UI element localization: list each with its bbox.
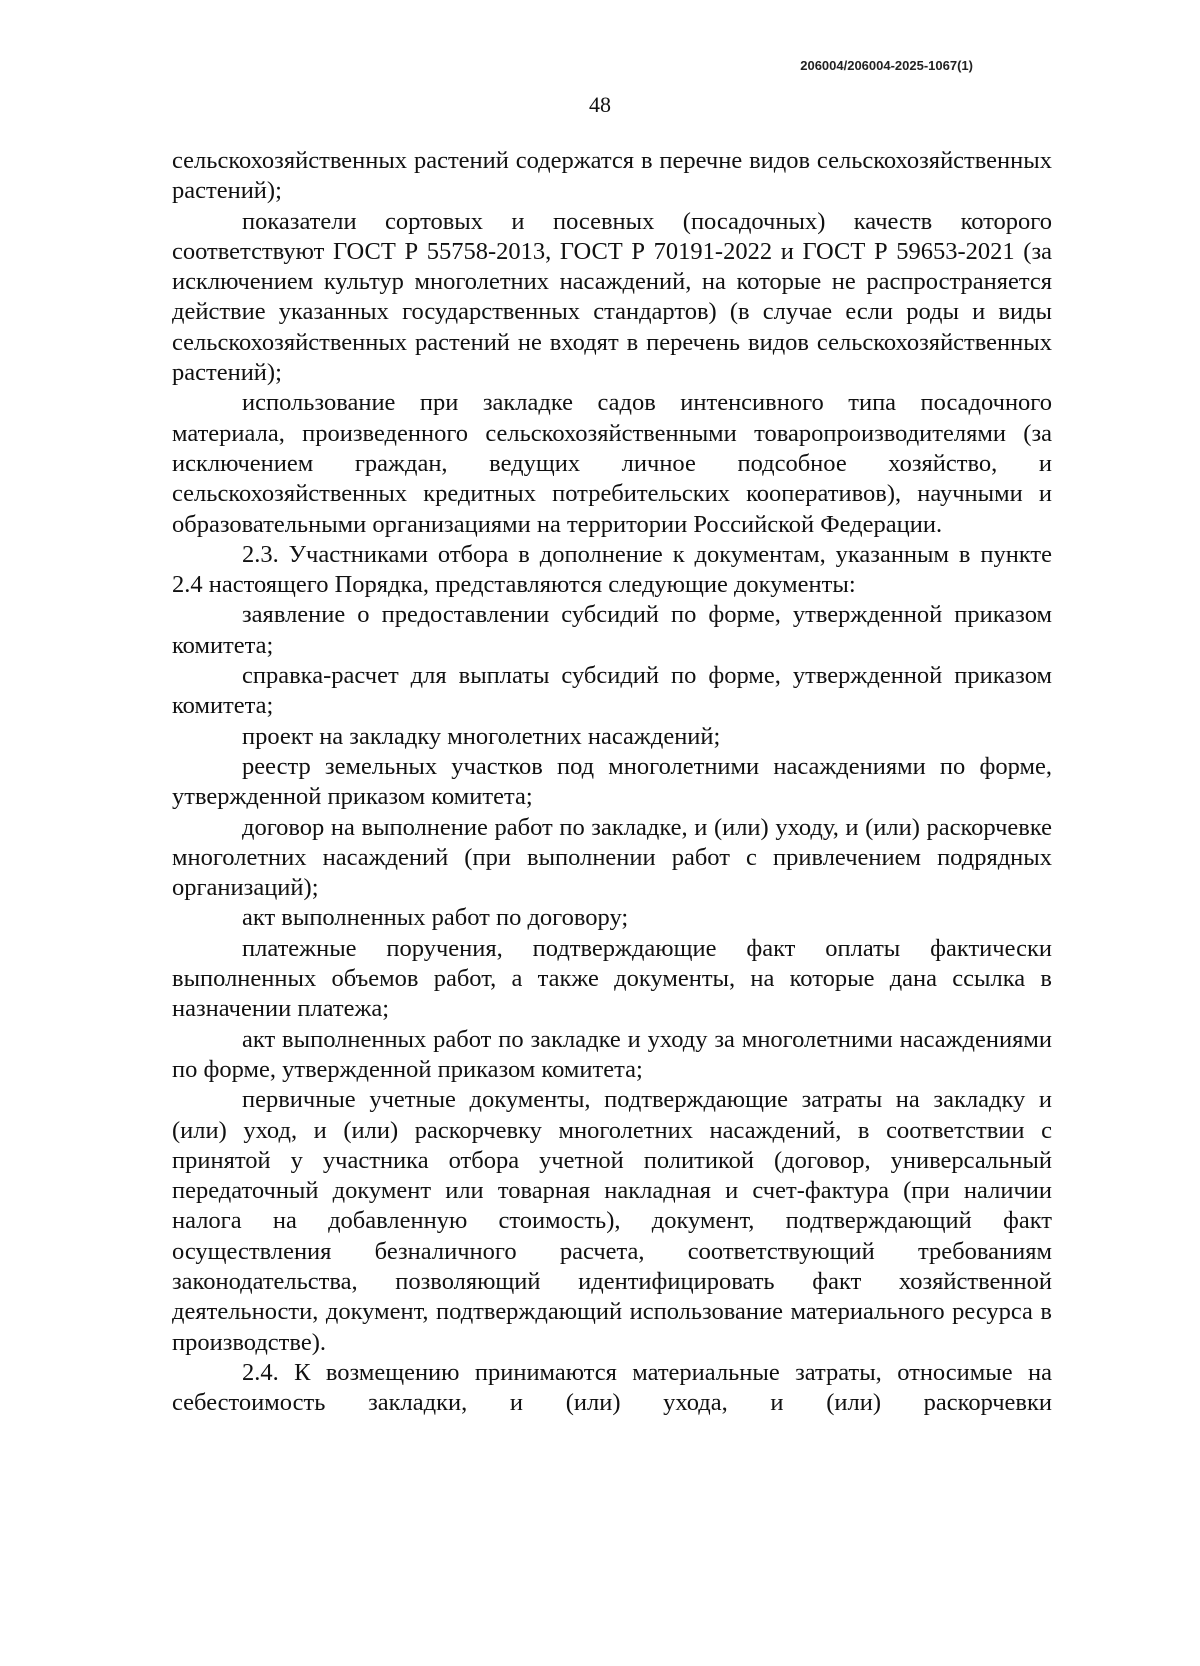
paragraph: реестр земельных участков под многолетними насаждениями по форме, утвержденной приказом комитета; (172, 752, 1052, 811)
paragraph: сельскохозяйственных растений содержатся в перечне видов сельскохозяйственных растений); (172, 147, 1052, 205)
paragraph: платежные поручения, подтверждающие факт оплаты фактически выполненных объемов работ, а также документы, на которые дана ссылка в назначении платежа; (172, 934, 1052, 1023)
paragraph: использование при закладке садов интенсивного типа посадочного материала, произведенного сельскохозяйственными товаропроизводителями (за исключением граждан, ведущих личное подсобное хозяйство, и сельскохозяйственных кредитных потребительских кооперативов), научными и образовательными организациями на территории Российской Федерации. (172, 389, 1052, 538)
document-id: 206004/206004-2025-1067(1) (800, 58, 973, 73)
paragraph: 2.3. Участниками отбора в дополнение к документам, указанным в пункте 2.4 настоящего Порядка, представляются следующие документы: (172, 540, 1052, 599)
paragraph: акт выполненных работ по закладке и уходу за многолетними насаждениями по форме, утвержденной приказом комитета; (172, 1025, 1052, 1083)
paragraph: показатели сортовых и посевных (посадочных) качеств которого соответствуют ГОСТ Р 55758-2013, ГОСТ Р 70191-2022 и ГОСТ Р 59653-2021 (за исключением культур многолетних насаждений, на которые не распространяется действие указанных государственных стандартов) (в случае если роды и виды сельскохозяйственных растений не входят в перечень видов сельскохозяйственных растений); (172, 207, 1052, 387)
paragraph: первичные учетные документы, подтверждающие затраты на закладку и (или) уход, и (или) раскорчевку многолетних насаждений, в соответствии с принятой у участника отбора учетной политикой (договор, универсальный передаточный документ или товарная накладная и счет-фактура (при наличии налога на добавленную стоимость), документ, подтверждающий факт осуществления безналичного расчета, соответствующий требованиям законодательства, позволяющий идентифицировать факт хозяйственной деятельности, документ, подтверждающий использование материального ресурса в производстве). (172, 1086, 1052, 1356)
paragraph: справка-расчет для выплаты субсидий по форме, утвержденной приказом комитета; (172, 662, 1052, 720)
paragraph: акт выполненных работ по договору; (242, 904, 629, 932)
page-number: 48 (589, 92, 611, 117)
paragraph: договор на выполнение работ по закладке, и (или) уходу, и (или) раскорчевке многолетних насаждений (при выполнении работ с привлечением подрядных организаций); (172, 813, 1052, 902)
paragraph: проект на закладку многолетних насаждений; (242, 722, 721, 750)
document-body (172, 146, 1052, 1418)
paragraph: 2.4. К возмещению принимаются материальные затраты, относимые на себестоимость закладки, и (или) ухода, и (или) раскорчевки (172, 1358, 1052, 1417)
paragraph: заявление о предоставлении субсидий по форме, утвержденной приказом комитета; (172, 601, 1052, 659)
